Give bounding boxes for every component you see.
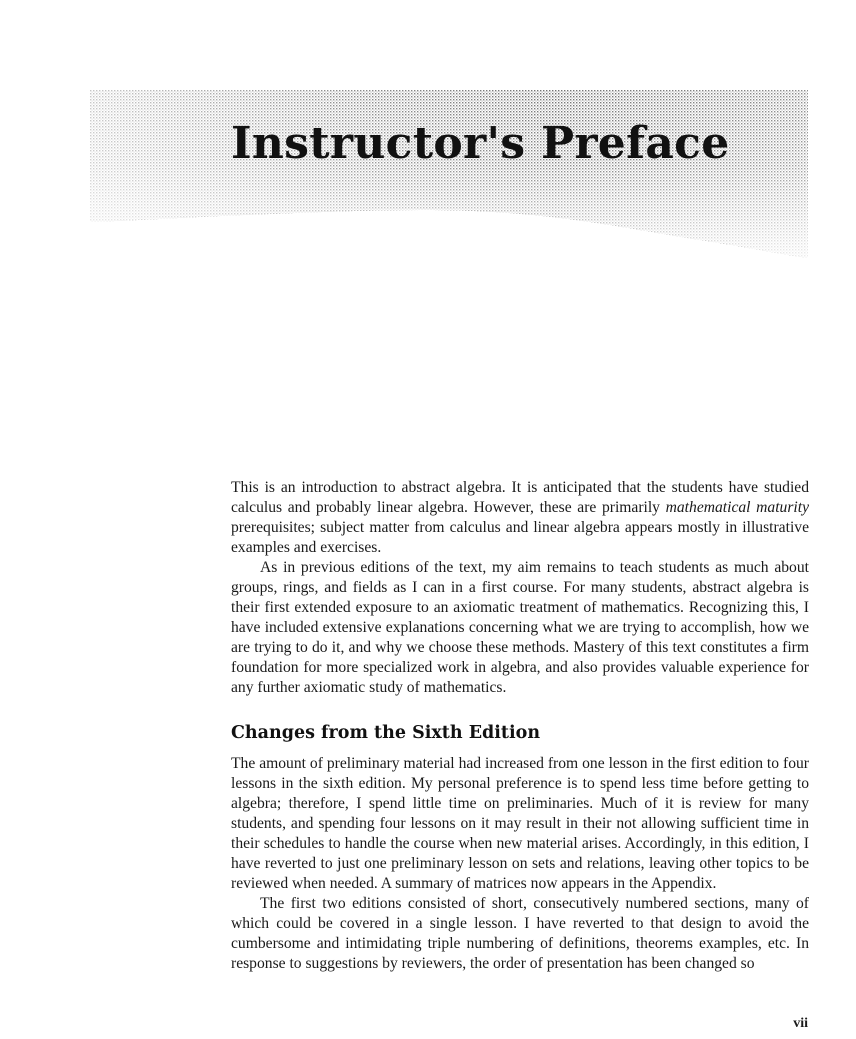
- section-paragraph-2: The first two editions consisted of short, consecutively numbered sections, many of which could be covered in a single lesson. I have reverted to that design to avoid the cumbersome and intimidating triple numbering of definitions, theorems examples, etc. In response to suggestions by reviewers, the order of presentation has been changed so: [231, 895, 809, 972]
- emphasis-term: mathematical maturity: [665, 499, 809, 516]
- intro-paragraph-2: As in previous editions of the text, my aim remains to teach students as much about groups, rings, and fields as I can in a first course. For many students, abstract algebra is their first extended exposure to an axiomatic treatment of mathematics. Recognizing this, I have included extensive explanations concerning what we are trying to accomplish, how we are trying to do it, and why we choose these methods. Mastery of this text constitutes a firm foundation for more specialized work in algebra, and also provides valuable experience for any further axiomatic study of mathematics.: [231, 559, 809, 696]
- page-body: [231, 478, 809, 974]
- section-paragraph-1: The amount of preliminary material had increased from one lesson in the first edition to four lessons in the sixth edition. My personal preference is to spend less time before getting to algebra; therefore, I spend little time on preliminaries. Much of it is review for many students, and spending four lessons on it may result in their not allowing sufficient time in their schedules to handle the course when new material arises. Accordingly, in this edition, I have reverted to just one preliminary lesson on sets and relations, leaving other topics to be reviewed when needed. A summary of matrices now appears in the Appendix.: [231, 755, 809, 892]
- intro-paragraph-1-start: This is an introduction to abstract algebra. It is anticipated that the students have studied calculus and probably linear algebra. However, these are primarily: [231, 479, 809, 516]
- page-title: Instructor's Preface: [231, 118, 730, 169]
- page-number: vii: [793, 1016, 808, 1031]
- banner-background: [90, 90, 808, 258]
- intro-paragraph-1: [231, 478, 809, 558]
- section-heading: Changes from the Sixth Edition: [231, 723, 541, 743]
- intro-paragraph-1-end: prerequisites; subject matter from calculus and linear algebra appears mostly in illustrative examples and exercises.: [231, 519, 809, 556]
- title-banner: [90, 90, 808, 258]
